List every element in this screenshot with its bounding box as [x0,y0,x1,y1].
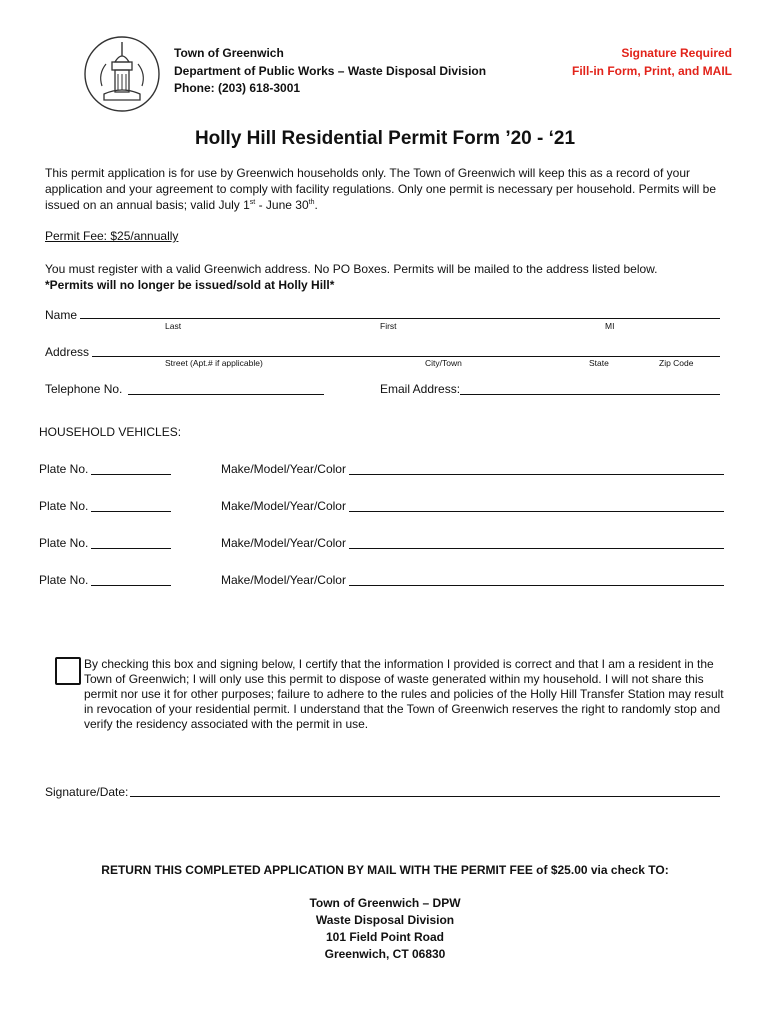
name-mi-caption: MI [605,321,615,331]
certify-checkbox[interactable] [55,657,81,685]
vehicle-row [39,536,729,556]
email-field[interactable] [460,394,720,395]
plate-field[interactable] [91,548,171,549]
register-bold-note: *Permits will no longer be issued/sold at Holly Hill* [45,278,335,292]
form-title: Holly Hill Residential Permit Form ’20 - ‘21 [194,128,576,149]
fill-print-mail-notice: Fill-in Form, Print, and MAIL [572,63,732,78]
mailing-address-line: Town of Greenwich – DPW [309,896,461,910]
department-name: Department of Public Works – Waste Disposal Division [174,63,487,78]
signature-required-notice: Signature Required [621,46,732,60]
plate-field[interactable] [91,585,171,586]
telephone-label: Telephone No. [45,382,123,396]
address-city-caption: City/Town [425,358,462,368]
address-field[interactable] [92,356,720,357]
make-model-field[interactable] [349,511,724,512]
mailing-address [0,895,770,963]
mailing-address-line: Greenwich, CT 06830 [324,947,446,961]
make-model-label: Make/Model/Year/Color [221,573,346,587]
plate-label: Plate No. [39,462,89,476]
address-street-caption: Street (Apt.# if applicable) [165,358,263,368]
plate-label: Plate No. [39,499,89,513]
plate-label: Plate No. [39,536,89,550]
vehicles-heading: HOUSEHOLD VEHICLES: [39,425,182,439]
mailing-address-line: 101 Field Point Road [325,930,445,944]
plate-field[interactable] [91,511,171,512]
make-model-label: Make/Model/Year/Color [221,499,346,513]
email-label: Email Address: [380,382,461,396]
signature-field[interactable] [130,796,720,797]
vehicle-row [39,499,729,519]
register-note: You must register with a valid Greenwich address. No PO Boxes. Permits will be mailed to the address listed below. [45,262,658,276]
signature-label: Signature/Date: [45,785,129,799]
phone-number: Phone: (203) 618-3001 [174,81,301,95]
name-field[interactable] [80,318,720,319]
org-name: Town of Greenwich [174,46,284,60]
certify-text: By checking this box and signing below, I certify that the information I provided is correct and that I am a resident in the Town of Greenwich; I will only use this permit to dispose of waste generated within my household. I will not share this permit nor use it for other purposes; failure to adhere to the rules and policies of the Holly Hill Transfer Station may result in revocation of your residential permit. I understand that the Town of Greenwich reserves the right to randomly stop and verify the residency associated with the permit in use. [84,657,724,731]
vehicle-row [39,573,729,593]
name-last-caption: Last [165,321,182,331]
make-model-label: Make/Model/Year/Color [221,462,346,476]
name-first-caption: First [380,321,397,331]
mailing-address-line: Waste Disposal Division [315,913,455,927]
vehicle-row [39,462,729,482]
make-model-field[interactable] [349,548,724,549]
return-instruction: RETURN THIS COMPLETED APPLICATION BY MAIL WITH THE PERMIT FEE of $25.00 via check TO: [101,863,669,877]
name-label: Name [45,308,78,322]
intro-paragraph: This permit application is for use by Greenwich households only. The Town of Greenwich will keep this as a record of your application and your agreement to comply with facility regulations. Only one permit is necessary per household. Permits will be issued on an annual basis; valid July 1st - June 30th. [45,166,716,212]
make-model-field[interactable] [349,474,724,475]
make-model-label: Make/Model/Year/Color [221,536,346,550]
telephone-field[interactable] [128,394,324,395]
make-model-field[interactable] [349,585,724,586]
address-zip-caption: Zip Code [659,358,694,368]
address-label: Address [45,345,90,359]
town-seal-logo [82,34,162,114]
plate-field[interactable] [91,474,171,475]
plate-label: Plate No. [39,573,89,587]
address-state-caption: State [589,358,609,368]
permit-fee: Permit Fee: $25/annually [45,229,179,243]
